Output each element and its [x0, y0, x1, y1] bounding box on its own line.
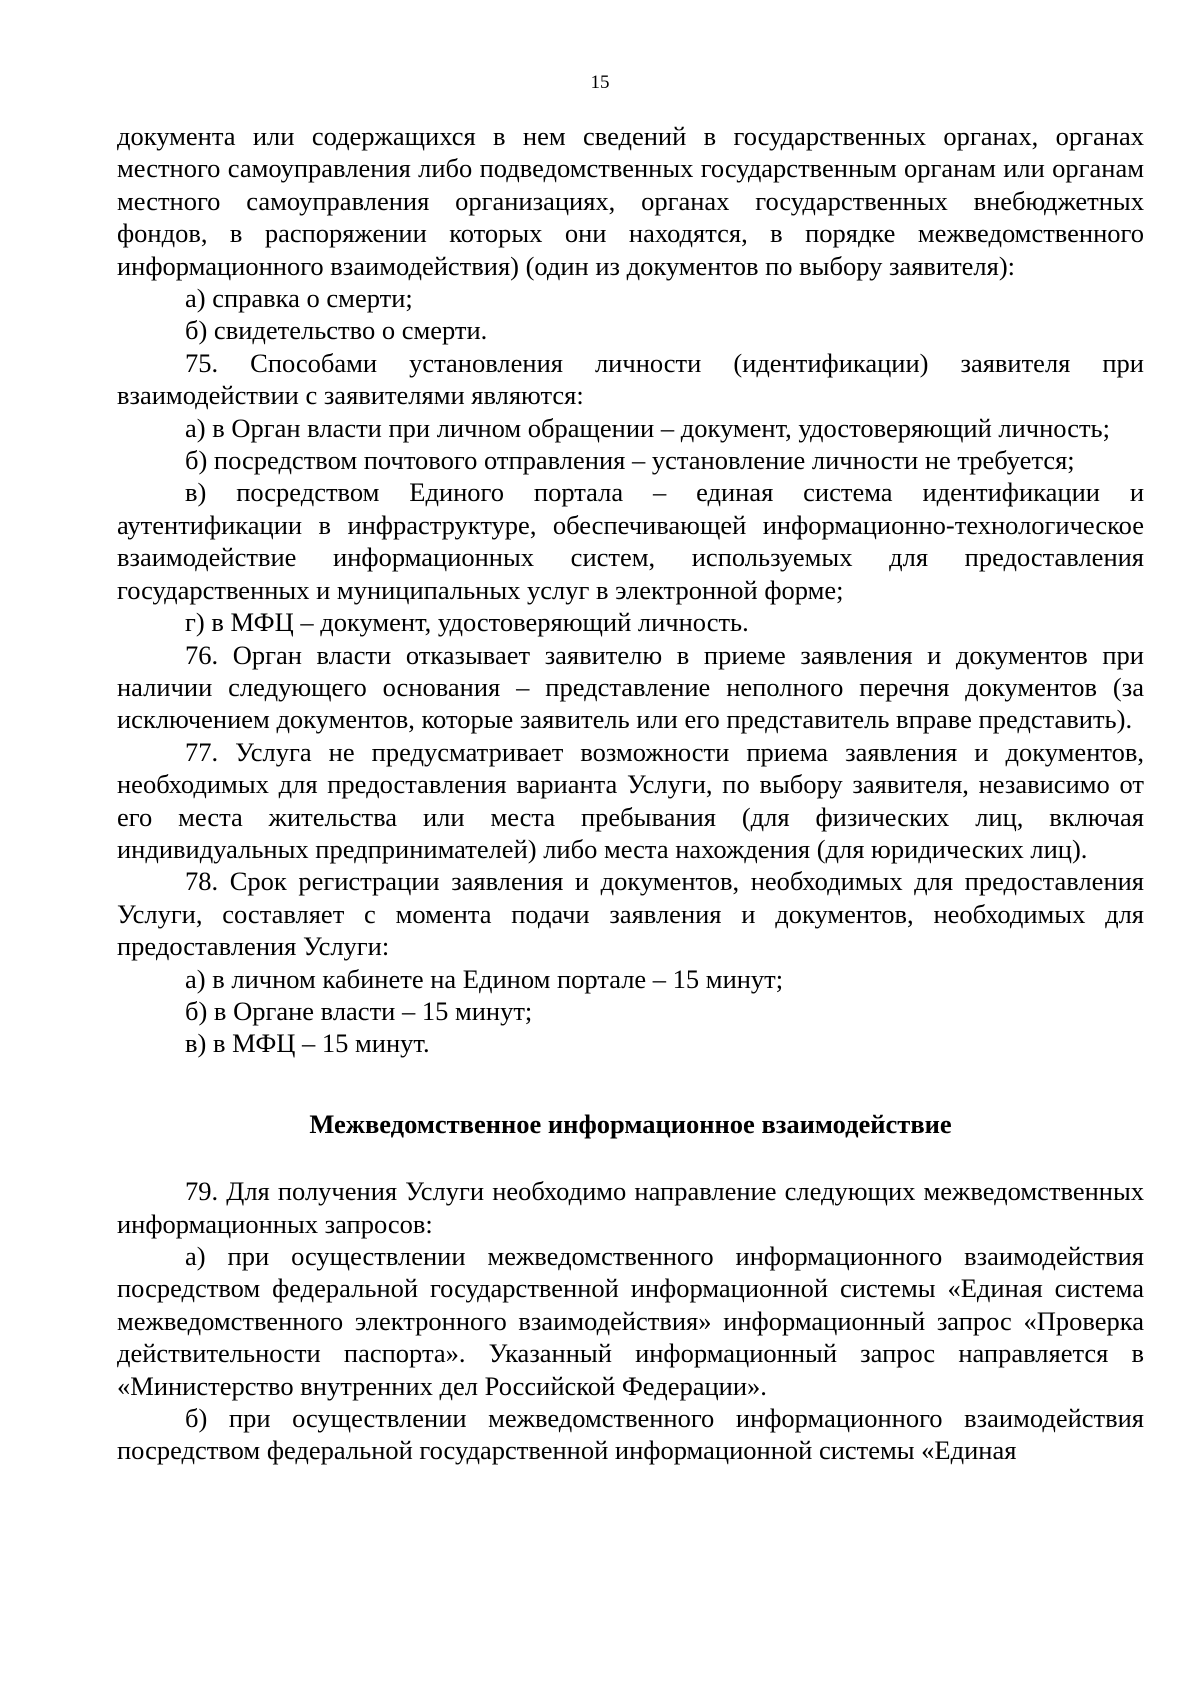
- document-body: [117, 120, 1144, 1467]
- list-item-75-v: в) посредством Единого портала – единая система идентификации и аутентификации в инфраструктуре, обеспечивающей информационно-технологическое взаимодействие информационных систем, используемых для предоставления государственных и муниципальных услуг в электронной форме;: [117, 477, 1144, 605]
- list-item-75-g: г) в МФЦ – документ, удостоверяющий личность.: [185, 607, 749, 638]
- list-item-79-a: а) при осуществлении межведомственного информационного взаимодействия посредством федеральной государственной информационной системы «Единая система межведомственного электронного взаимодействия» информационный запрос «Проверка действительности паспорта». Указанный информационный запрос направляется в «Министерство внутренних дел Российской Федерации».: [117, 1241, 1144, 1401]
- page-number: 15: [590, 72, 610, 93]
- list-item-75-a: а) в Орган власти при личном обращении – документ, удостоверяющий личность;: [185, 412, 1110, 443]
- paragraph-continuation: документа или содержащихся в нем сведений в государственных органах, органах местного самоуправления либо подведомственных государственным органам или органам местного самоуправления организациях, органах государственных внебюджетных фондов, в распоряжении которых они находятся, в порядке межведомственного информационного взаимодействия) (один из документов по выбору заявителя):: [117, 121, 1144, 281]
- paragraph-77: 77. Услуга не предусматривает возможности приема заявления и документов, необходимых для предоставления варианта Услуги, по выбору заявителя, независимо от его места жительства или места пребывания (для физических лиц, включая индивидуальных предпринимателей) либо места нахождения (для юридических лиц).: [117, 736, 1144, 864]
- list-item-79-b: б) при осуществлении межведомственного информационного взаимодействия посредством федеральной государственной информационной системы «Единая: [117, 1403, 1144, 1466]
- list-item-78-v: в) в МФЦ – 15 минут.: [185, 1028, 430, 1059]
- section-heading: Межведомственное информационное взаимодействие: [309, 1108, 952, 1139]
- paragraph-76: 76. Орган власти отказывает заявителю в приеме заявления и документов при наличии следующего основания – представление неполного перечня документов (за исключением документов, которые заявитель или его представитель вправе представить).: [117, 639, 1144, 735]
- list-item-78-b: б) в Органе власти – 15 минут;: [185, 995, 533, 1026]
- paragraph-78: 78. Срок регистрации заявления и документов, необходимых для предоставления Услуги, составляет с момента подачи заявления и документов, необходимых для предоставления Услуги:: [117, 866, 1144, 962]
- paragraph-79: 79. Для получения Услуги необходимо направление следующих межведомственных информационных запросов:: [117, 1176, 1144, 1239]
- list-item-b-death-certificate: б) свидетельство о смерти.: [185, 315, 488, 346]
- list-item-78-a: а) в личном кабинете на Едином портале – 15 минут;: [185, 963, 784, 994]
- paragraph-75: 75. Способами установления личности (идентификации) заявителя при взаимодействии с заявителями являются:: [117, 347, 1144, 411]
- list-item-75-b: б) посредством почтового отправления – установление личности не требуется;: [185, 445, 1075, 476]
- list-item-a-death-certificate-note: а) справка о смерти;: [185, 283, 413, 314]
